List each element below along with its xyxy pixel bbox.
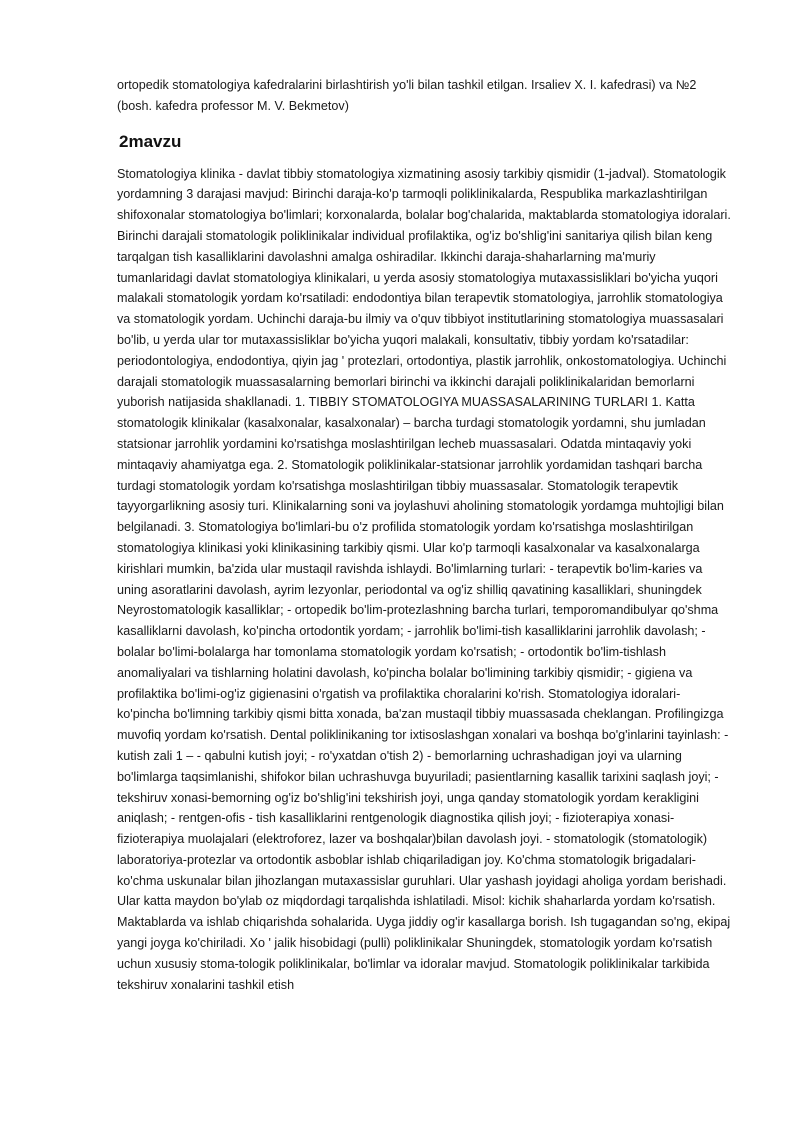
section-heading: 2mavzu [119, 131, 182, 151]
body-paragraph: Stomatologiya klinika - davlat tibbiy stomatologiya xizmatining asosiy tarkibiy qismidir (1-jadval). Stomatologik yordamning 3 darajasi mavjud: Birinchi daraja-ko'p tarmoqli poliklinikalarda, Respublika markazlashtirilgan shifoxonalar stomatologiya bo'limlari; korxonalarda, bolalar bog'chalarida, maktablarda stomatologiya idoralari. Birinchi darajali stomatologik poliklinikalar individual profilaktika, og'iz bo'shlig'ini sanitariya qilish bilan keng tarqalgan tish kasalliklarini davolashni amalga oshiradilar. Ikkinchi daraja-shaharlarning ma'muriy tumanlaridagi davlat stomatologiya klinikalari, u yerda asosiy stomatologiya mutaxassisliklari bo'yicha yuqori malakali stomatologik yordam ko'rsatiladi: endodontiya bilan terapevtik stomatologiya, jarrohlik stomatologiya va stomatologik yordam. Uchinchi daraja-bu ilmiy va o'quv tibbiyot institutlarining stomatologiya muassasalari bo'lib, u yerda ular tor mutaxassisliklar bo'yicha yuqori malakali, konsultativ, tibbiy yordam ko'rsatadilar: periodontologiya, endodontiya, qiyin jag ' protezlari, ortodontiya, plastik jarrohlik, onkostomatologiya. Uchinchi darajali stomatologik muassasalarning bemorlari birinchi va ikkinchi darajali poliklinikalaridan bemorlarni yuborish natijasida shakllanadi. 1. TIBBIY STOMATOLOGIYA MUASSASALARINING TURLARI 1. Katta stomatologik klinikalar (kasalxonalar, kasalxonalar) – barcha turdagi stomatologik yordamni, shu jumladan statsionar jarrohlik yordamini ko'rsatishga moslashtirilgan lecheb muassasalari. Odatda mintaqaviy yoki mintaqaviy ahamiyatga ega. 2. Stomatologik poliklinikalar-statsionar jarrohlik yordamidan tashqari barcha turdagi stomatologik yordam ko'rsatishga moslashtirilgan tibbiy muassasalar. Stomatologik terapevtik tayyorgarlikning asosiy turi. Klinikalarning soni va joylashuvi aholining stomatologik yordamga muhtojligi bilan belgilanadi. 3. Stomatologiya bo'limlari-bu o'z profilida stomatologik yordam ko'rsatishga moslashtirilgan stomatologiya klinikasi yoki klinikasining tarkibiy qismi. Ular ko'p tarmoqli kasalxonalar va kasalxonalarga kirishlari mumkin, ba'zida ular mustaqil ravishda ishlaydi. Bo'limlarning turlari: - terapevtik bo'lim-karies va uning asoratlarini davolash, ayrim lezyonlar, periodontal va og'iz shilliq qavatining kasalliklari, shuningdek Neyrostomatologik kasalliklar; - ortopedik bo'lim-protezlashning barcha turlari, temporomandibulyar qo'shma kasalliklarni davolash, ko'pincha ortodontik yordam; - jarrohlik bo'limi-tish kasalliklarini jarrohlik davolash; - bolalar bo'limi-bolalarga har tomonlama stomatologik yordam ko'rsatish; - ortodontik bo'lim-tishlash anomaliyalari va tishlarning holatini davolash, ko'pincha bolalar bo'limining tarkibiy qismidir; - gigiena va profilaktika bo'limi-og'iz gigienasini o'rgatish va profilaktika choralarini ko'rish. Stomatologiya idoralari-ko'pincha bo'limning tarkibiy qismi bitta xonada, ba'zan mustaqil tibbiy muassasada cheklangan. Profilingizga muvofiq yordam ko'rsatish. Dental poliklinikaning tor ixtisoslashgan xonalari va boshqa bo'g'inlarini tayinlash: - kutish zali 1 – - qabulni kutish joyi; - ro'yxatdan o'tish 2) - bemorlarning uchrashadigan joyi va ularning bo'limlarga taqsimlanishi, shifokor bilan uchrashuvga buyuriladi; pasientlarning kasallik tarixini saqlash joyi; - tekshiruv xonasi-bemorning og'iz bo'shlig'ini tekshirish joyi, unga qanday stomatologik yordam kerakligini aniqlash; - rentgen-ofis - tish kasalliklarini rentgenologik diagnostika qilish joyi; - fizioterapiya xonasi-fizioterapiya muolajalari (elektroforez, lazer va boshqalar)bilan davolash joyi. - stomatologik (stomatologik) laboratoriya-protezlar va ortodontik asboblar ishlab chiqariladigan joy. Ko'chma stomatologik brigadalari-ko'chma uskunalar bilan jihozlangan mutaxassislar guruhlari. Ular yashash joyidagi aholiga yordam berishadi. Ular katta maydon bo'ylab oz miqdordagi tarqalishda ishlatiladi. Misol: kichik shaharlarda yordam ko'rsatish. Maktablarda va ishlab chiqarishda sohalarida. Uyga jiddiy og'ir kasallarga borish. Ish tugagandan so'ng, ekipaj yangi joyga ko'chiriladi. Xo ' jalik hisobidagi (pulli) poliklinikalar Shuningdek, stomatologik yordam ko'rsatish uchun xususiy stoma-tologik poliklinikalar, bo'limlar va idoralar mavjud. Stomatologik poliklinikalar tarkibida tekshiruv xonalarini tashkil etish [117, 166, 731, 992]
document-page [117, 75, 733, 995]
intro-paragraph: ortopedik stomatologiya kafedralarini birlashtirish yo'li bilan tashkil etilgan. Irsaliev X. I. kafedrasi) va №2 (bosh. kafedra professor M. V. Bekmetov) [117, 78, 697, 113]
